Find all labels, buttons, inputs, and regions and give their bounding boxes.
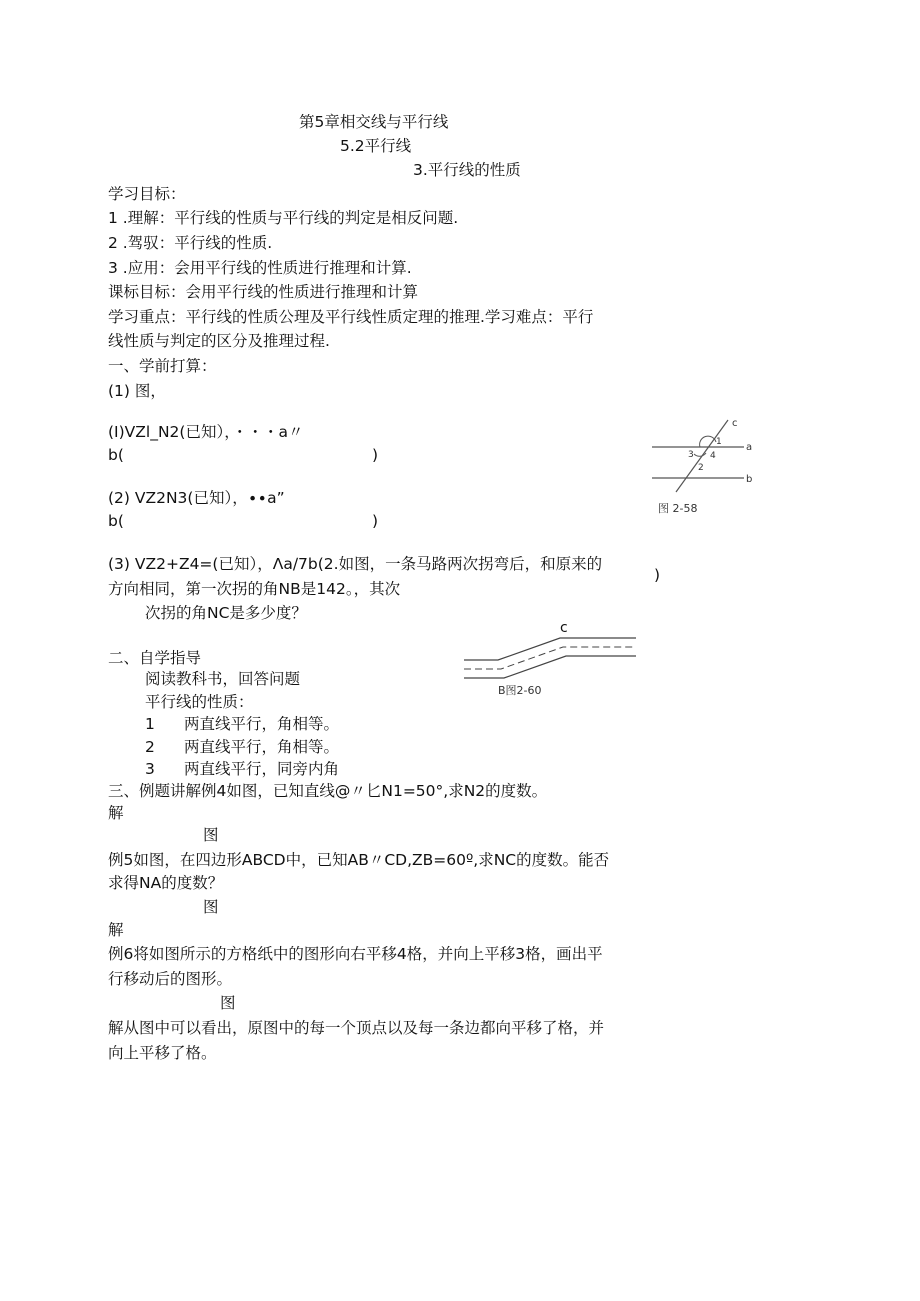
q3-line-3: 次拐的角NC是多少度？ xyxy=(145,604,307,622)
q1-line-2: b( xyxy=(108,446,124,464)
figure-label-2: 图 xyxy=(203,898,219,916)
label-angle-3: 3 xyxy=(688,450,694,460)
curriculum-objective: 课标目标：会用平行线的性质进行推理和计算 xyxy=(108,283,419,301)
q2-line-2: b( xyxy=(108,512,124,530)
label-c: c xyxy=(732,418,738,429)
chapter-title: 第5章相交线与平行线 xyxy=(299,113,449,131)
example-6-line-2: 行移动后的图形。 xyxy=(108,970,233,988)
solution-label-1: 解 xyxy=(108,804,124,822)
objective-item-1: 1 .理解：平行线的性质与平行线的判定是相反问题. xyxy=(108,209,459,227)
property-2-text: 两直线平行，角相等。 xyxy=(184,738,340,756)
q3-close-paren: ) xyxy=(654,566,661,584)
q1-close-paren: ) xyxy=(372,446,379,464)
label-angle-1: 1 xyxy=(716,437,722,447)
subsection-title: 3.平行线的性质 xyxy=(413,161,521,179)
q2-line-1: (2) VZ2N3(已知），∙∙a” xyxy=(108,489,285,507)
answer-line-1: 解从图中可以看出，原图中的每一个顶点以及每一条边都向平移了格，并 xyxy=(108,1019,605,1037)
part2-heading: 二、自学指导 xyxy=(108,649,202,667)
answer-line-2: 向上平移了格。 xyxy=(108,1044,217,1062)
figure-caption: 图 2-58 xyxy=(658,502,698,515)
figure-label-3: 图 xyxy=(220,994,236,1012)
property-1-text: 两直线平行，角相等。 xyxy=(184,715,340,733)
property-1-num: 1 xyxy=(145,715,155,733)
angle-arc xyxy=(700,436,716,447)
figure-caption: B图2-60 xyxy=(498,684,542,697)
label-b: b xyxy=(746,474,753,485)
road-edge-top xyxy=(464,638,636,660)
road-center-line xyxy=(464,647,636,669)
solution-label-2: 解 xyxy=(108,921,124,939)
section-title: 5.2平行线 xyxy=(340,137,412,155)
q3-line-2: 方向相同，第一次拐的角NB是142。，其次 xyxy=(108,580,401,598)
figure-2-58 xyxy=(648,412,768,522)
figure-2-60 xyxy=(460,616,640,698)
example-6-line-1: 例6将如图所示的方格纸中的图形向右平移4格，并向上平移3格，画出平 xyxy=(108,945,603,963)
key-points-line-1: 学习重点：平行线的性质公理及平行线性质定理的推理.学习难点：平行 xyxy=(108,308,594,326)
label-angle-2: 2 xyxy=(698,463,704,473)
key-points-line-2: 线性质与判定的区分及推理过程. xyxy=(108,332,330,350)
part1-heading: 一、学前打算： xyxy=(108,357,217,375)
example-5-line-1: 例5如图，在四边形ABCD中，已知AB〃CD,ZB=60º,求NC的度数。能否 xyxy=(108,851,610,869)
objective-item-2: 2 .驾驭：平行线的性质. xyxy=(108,234,273,252)
q1-line-1: (I)VZl_N2(已知），・・・a〃 xyxy=(108,423,304,441)
q3-line-1: (3) VZ2+Z4=(已知），Λa∕7b(2.如图，一条马路两次拐弯后，和原来的 xyxy=(108,555,603,573)
label-a: a xyxy=(746,442,753,453)
objectives-heading: 学习目标： xyxy=(108,185,186,203)
road-edge-bottom xyxy=(464,656,636,678)
label-c: c xyxy=(560,620,568,636)
property-3-text: 两直线平行，同旁内角 xyxy=(184,760,340,778)
q2-close-paren: ) xyxy=(372,512,379,530)
property-2-num: 2 xyxy=(145,738,155,756)
properties-label: 平行线的性质： xyxy=(145,693,254,711)
objective-item-3: 3 .应用：会用平行线的性质进行推理和计算. xyxy=(108,259,412,277)
property-3-num: 3 xyxy=(145,760,155,778)
question-1: (1) 图， xyxy=(108,382,166,400)
figure-label-1: 图 xyxy=(203,826,219,844)
read-instruction: 阅读教科书，回答问题 xyxy=(145,670,301,688)
part3-heading: 三、例题讲解例4如图，已知直线@〃匕N1=50°,求N2的度数。 xyxy=(108,782,548,800)
label-angle-4: 4 xyxy=(710,451,716,461)
example-5-line-2: 求得NA的度数？ xyxy=(108,874,224,892)
